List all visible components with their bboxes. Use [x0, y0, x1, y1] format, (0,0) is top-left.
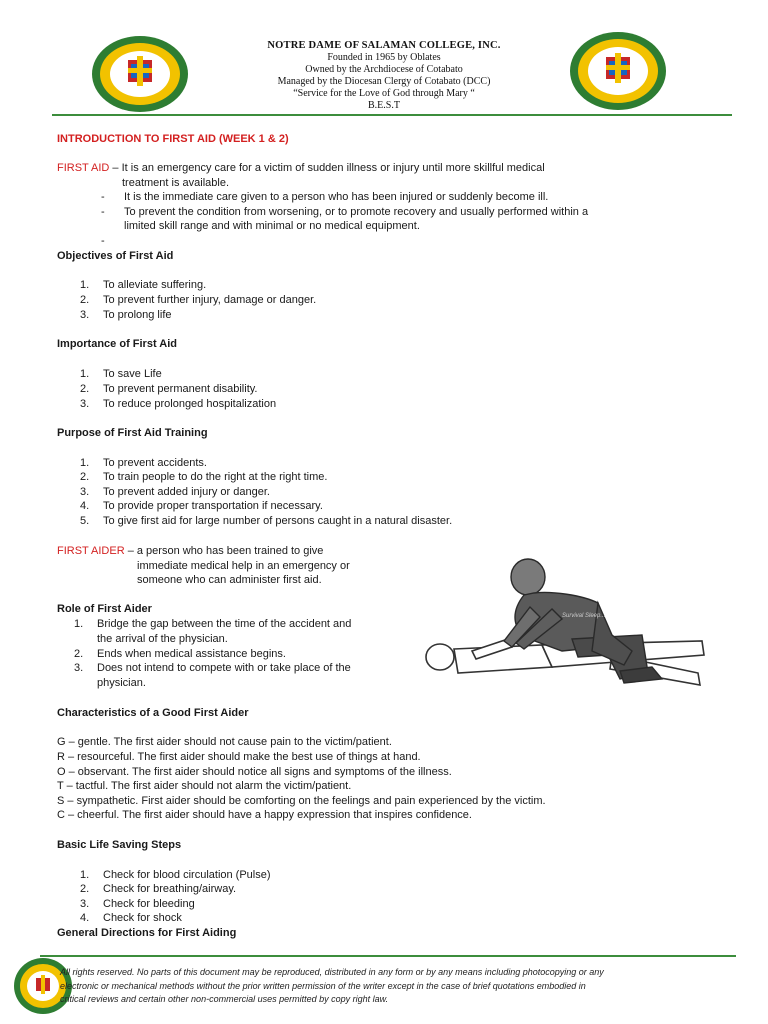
list-number: 3. — [80, 398, 90, 410]
importance-heading: Importance of First Aid — [57, 338, 177, 350]
importance-item-3: To reduce prolonged hospitalization — [103, 398, 277, 410]
characteristics-heading: Characteristics of a Good First Aider — [57, 707, 249, 719]
list-number: 4. — [80, 912, 90, 924]
purpose-item-5: To give first aid for large number of persons caught in a natural disaster. — [103, 515, 453, 527]
importance-item-1: To save Life — [103, 368, 162, 380]
first-aider-line1: – a person who has been trained to give — [124, 545, 324, 557]
list-number: 5. — [80, 515, 90, 527]
managed-line: Managed by the Diocesan Clergy of Cotabato (DCC) — [277, 76, 491, 87]
copyright-line2: electronic or mechanical methods without the prior written permission of the writer except in the case of brief quotations embodied in — [60, 980, 586, 991]
characteristic-item-r: R – resourceful. The first aider should make the best use of things at hand. — [57, 751, 421, 763]
role-item-1-line1: Bridge the gap between the time of the accident and — [97, 618, 352, 630]
importance-item-2: To prevent permanent disability. — [103, 383, 258, 395]
characteristic-item-t: T – tactful. The first aider should not alarm the victim/patient. — [57, 780, 352, 792]
bullet-dash: - — [101, 191, 105, 203]
objective-item-2: To prevent further injury, damage or danger. — [103, 294, 317, 306]
first-aid-def-line1: – It is an emergency care for a victim of sudden illness or injury until more skillful medical — [109, 162, 545, 174]
document-title: INTRODUCTION TO FIRST AID (WEEK 1 & 2) — [57, 133, 289, 145]
purpose-heading: Purpose of First Aid Training — [57, 427, 208, 439]
basic-item-4: Check for shock — [103, 912, 182, 924]
purpose-item-3: To prevent added injury or danger. — [103, 486, 270, 498]
purpose-item-1: To prevent accidents. — [103, 457, 207, 469]
characteristic-item-o: O – observant. The first aider should notice all signs and symptoms of the illness. — [57, 766, 452, 778]
copyright-line3: critical reviews and certain other non-commercial uses permitted by copy right law. — [60, 994, 389, 1004]
purpose-item-4: To provide proper transportation if necessary. — [103, 500, 323, 512]
characteristic-item-c: C – cheerful. The first aider should have a happy expression that inspires confidence. — [57, 809, 472, 821]
characteristic-item-s: S – sympathetic. First aider should be comforting on the feelings and pain experienced by the victim. — [57, 795, 546, 807]
list-number: 3. — [74, 662, 84, 674]
objective-item-3: To prolong life — [103, 309, 172, 321]
header-divider — [52, 114, 732, 116]
best-line: B.E.S.T — [368, 100, 400, 111]
basic-item-1: Check for blood circulation (Pulse) — [103, 869, 271, 881]
general-directions-heading: General Directions for First Aiding — [57, 927, 237, 939]
list-number: 1. — [80, 279, 90, 291]
bullet-dash: - — [101, 206, 105, 218]
basic-life-saving-heading: Basic Life Saving Steps — [57, 839, 182, 851]
first-aider-line2: immediate medical help in an emergency or — [137, 560, 350, 572]
list-number: 2. — [80, 471, 90, 483]
objective-item-1: To alleviate suffering. — [103, 279, 207, 291]
list-number: 1. — [80, 368, 90, 380]
institution-name: NOTRE DAME OF SALAMAN COLLEGE, INC. — [267, 40, 501, 51]
illustration-watermark: Survival Sleep... — [562, 613, 606, 619]
copyright-notice — [60, 966, 700, 1007]
list-number: 2. — [80, 383, 90, 395]
role-heading: Role of First Aider — [57, 603, 152, 615]
role-item-1-line2: the arrival of the physician. — [97, 633, 228, 645]
founded-line: Founded in 1965 by Oblates — [327, 52, 441, 63]
list-number: 3. — [80, 309, 90, 321]
role-item-3-line2: physician. — [97, 677, 146, 689]
footer-divider — [40, 955, 736, 957]
list-number: 3. — [80, 898, 90, 910]
college-seal-right-logo — [568, 30, 668, 112]
motto-line: “Service for the Love of God through Mary “ — [293, 88, 475, 99]
basic-item-2: Check for breathing/airway. — [103, 883, 237, 895]
first-aider-term: FIRST AIDER — [57, 545, 125, 557]
first-aid-bullet-2-cont: limited skill range and with minimal or no medical equipment. — [124, 220, 420, 232]
bullet-dash-empty: - — [101, 235, 105, 247]
basic-item-3: Check for bleeding — [103, 898, 195, 910]
role-item-3-line1: Does not intend to compete with or take place of the — [97, 662, 351, 674]
copyright-line1: All rights reserved. No parts of this document may be reproduced, distributed in any form or by any means including photocopying or any — [60, 967, 604, 977]
college-seal-left-logo — [90, 34, 190, 114]
list-number: 4. — [80, 500, 90, 512]
list-number: 1. — [74, 618, 84, 630]
list-number: 1. — [80, 869, 90, 881]
letterhead — [200, 40, 568, 112]
objectives-heading: Objectives of First Aid — [57, 250, 174, 262]
first-aid-definition — [57, 161, 545, 175]
owned-line: Owned by the Archdiocese of Cotabato — [305, 64, 463, 75]
first-aid-bullet-1: It is the immediate care given to a person who has been injured or suddenly become ill. — [124, 191, 549, 203]
list-number: 2. — [80, 883, 90, 895]
list-number: 1. — [80, 457, 90, 469]
first-aid-def-line2: treatment is available. — [122, 177, 229, 189]
list-number: 2. — [74, 648, 84, 660]
characteristic-item-g: G – gentle. The first aider should not cause pain to the victim/patient. — [57, 736, 392, 748]
purpose-item-2: To train people to do the right at the right time. — [103, 471, 328, 483]
first-aid-term: FIRST AID — [57, 162, 110, 174]
list-number: 3. — [80, 486, 90, 498]
first-aider-illustration — [412, 555, 712, 715]
first-aider-definition — [57, 544, 323, 558]
list-number: 2. — [80, 294, 90, 306]
first-aider-line3: someone who can administer first aid. — [137, 574, 322, 586]
role-item-2: Ends when medical assistance begins. — [97, 648, 286, 660]
first-aid-bullet-2: To prevent the condition from worsening, or to promote recovery and usually performed within a — [124, 206, 589, 218]
